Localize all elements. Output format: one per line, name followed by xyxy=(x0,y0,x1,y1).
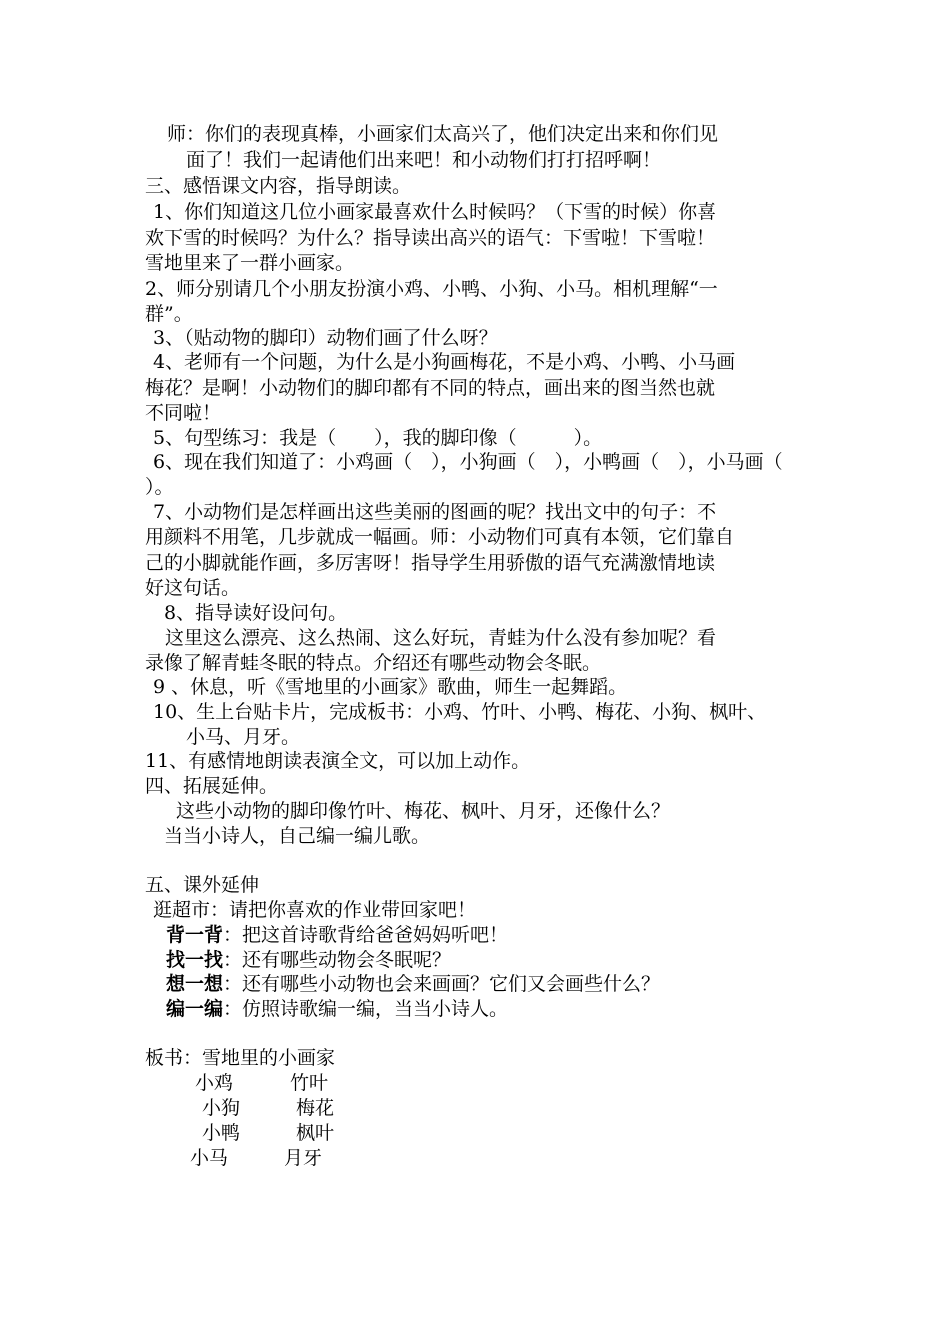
board-animal: 小鸭 xyxy=(202,1122,241,1144)
text-line: 逛超市：请把你喜欢的作业带回家吧！ xyxy=(153,899,477,921)
text-line: 师：你们的表现真棒，小画家们太高兴了，他们决定出来和你们见 xyxy=(167,123,719,145)
text-line: 8、指导读好设问句。 xyxy=(164,602,348,624)
board-print: 月牙 xyxy=(284,1147,323,1169)
text-line: 己的小脚就能作画，多厉害呀！指导学生用骄傲的语气充满激情地读 xyxy=(145,552,716,574)
text-line: 梅花？是啊！小动物们的脚印都有不同的特点，画出来的图当然也就 xyxy=(145,377,716,399)
text-line: 10、生上台贴卡片，完成板书：小鸡、竹叶、小鸭、梅花、小狗、枫叶、 xyxy=(153,701,767,723)
text-line: ）。 xyxy=(145,476,174,498)
homework-label: 背一背 xyxy=(166,924,224,946)
text-line: 9 、休息，听《雪地里的小画家》歌曲，师生一起舞蹈。 xyxy=(153,676,628,698)
board-print: 梅花 xyxy=(296,1097,335,1119)
text-line: 这些小动物的脚印像竹叶、梅花、枫叶、月牙，还像什么？ xyxy=(176,800,671,822)
board-animal: 小鸡 xyxy=(195,1072,234,1094)
text-line: 5、句型练习：我是（ ），我的脚印像（ ）。 xyxy=(153,427,603,449)
homework-text: ：还有哪些动物会冬眠呢？ xyxy=(223,949,452,971)
homework-item xyxy=(166,923,508,949)
homework-text: ：还有哪些小动物也会来画画？它们又会画些什么？ xyxy=(223,973,661,995)
text-line: 3、（贴动物的脚印）动物们画了什么呀？ xyxy=(153,327,498,349)
section-heading: 三、感悟课文内容，指导朗读。 xyxy=(145,175,412,197)
homework-label: 想一想 xyxy=(166,973,224,995)
section-heading: 四、拓展延伸。 xyxy=(145,775,279,797)
text-line: 11、有感情地朗读表演全文，可以加上动作。 xyxy=(145,750,531,772)
text-line: 雪地里来了一群小画家。 xyxy=(145,252,355,274)
text-line: 好这句话。 xyxy=(145,577,241,599)
text-line: 群”。 xyxy=(145,303,193,325)
homework-label: 编一编 xyxy=(166,998,224,1020)
text-line: 2、师分别请几个小朋友扮演小鸡、小鸭、小狗、小马。相机理解“一 xyxy=(145,278,718,300)
text-line: 用颜料不用笔，几步就成一幅画。师：小动物们可真有本领，它们靠自 xyxy=(145,526,735,548)
text-line: 面了！我们一起请他们出来吧！和小动物们打打招呼啊！ xyxy=(186,149,662,171)
board-print: 枫叶 xyxy=(296,1122,335,1144)
text-line: 6、现在我们知道了：小鸡画（ ），小狗画（ ），小鸭画（ ），小马画（ xyxy=(153,451,783,473)
homework-item xyxy=(166,997,508,1023)
text-line: 当当小诗人，自己编一编儿歌。 xyxy=(164,825,431,847)
text-line: 4、老师有一个问题，为什么是小狗画梅花，不是小鸡、小鸭、小马画 xyxy=(153,351,736,373)
text-line: 7、小动物们是怎样画出这些美丽的图画的呢？找出文中的句子：不 xyxy=(153,501,717,523)
board-print: 竹叶 xyxy=(290,1072,329,1094)
homework-text: ：把这首诗歌背给爸爸妈妈听吧！ xyxy=(223,924,509,946)
text-line: 欢下雪的时候吗？为什么？指导读出高兴的语气：下雪啦！下雪啦！ xyxy=(145,227,716,249)
text-line: 不同啦！ xyxy=(145,402,222,424)
homework-item xyxy=(166,972,660,998)
homework-label: 找一找 xyxy=(166,949,224,971)
text-line: 1、你们知道这几位小画家最喜欢什么时候吗？（下雪的时候）你喜 xyxy=(153,201,717,223)
section-heading: 五、课外延伸 xyxy=(145,874,260,896)
text-line: 录像了解青蛙冬眠的特点。介绍还有哪些动物会冬眠。 xyxy=(145,652,602,674)
board-animal: 小马 xyxy=(190,1147,229,1169)
homework-item xyxy=(166,948,451,974)
homework-text: ：仿照诗歌编一编，当当小诗人。 xyxy=(223,998,509,1020)
board-title: 板书：雪地里的小画家 xyxy=(145,1047,336,1069)
text-line: 这里这么漂亮、这么热闹、这么好玩，青蛙为什么没有参加呢？看 xyxy=(165,627,717,649)
board-animal: 小狗 xyxy=(202,1097,241,1119)
text-line: 小马、月牙。 xyxy=(186,726,301,748)
